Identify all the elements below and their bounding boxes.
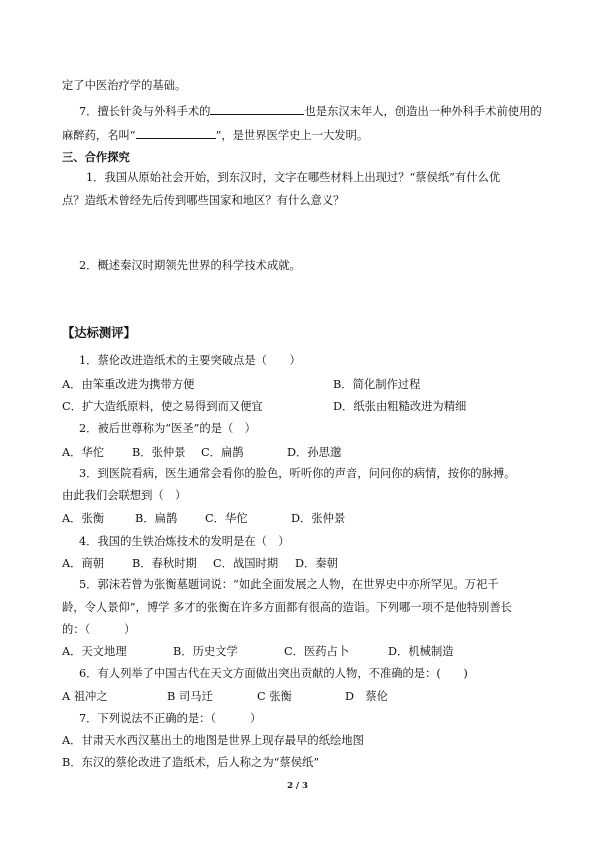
mc-question-5-options: [62, 645, 454, 659]
mc-question-4-options: [62, 557, 338, 571]
option-b[interactable]: B．张仲景: [132, 446, 186, 459]
option-c[interactable]: C．华佗: [205, 512, 248, 525]
mc-question-1-options-row1: [62, 378, 420, 392]
option-c[interactable]: C．扩大造纸原料，使之易得到而又便宜: [62, 400, 263, 413]
option-d[interactable]: D．孙思邈: [287, 446, 342, 459]
answer-blank[interactable]: [136, 127, 216, 139]
option-d[interactable]: D．机械制造: [388, 645, 454, 658]
carry-over-line: 定了中医治疗学的基础。: [62, 79, 187, 92]
option-b[interactable]: B 司马迁: [167, 690, 213, 703]
inquiry-question-2: 2．概述秦汉时期领先世界的科学技术成就。: [79, 259, 301, 272]
option-d[interactable]: D．秦朝: [295, 557, 338, 570]
mc-question-3-options: [62, 512, 345, 526]
mc-question-2-stem: 2．被后世尊称为“医圣”的是（ ）: [79, 422, 256, 435]
option-b[interactable]: B．扁鹊: [135, 512, 178, 525]
mc-question-6-stem: 6．有人列举了中国古代在天文方面做出突出贡献的人物，不准确的是：( ): [79, 667, 468, 680]
option-a[interactable]: A．张衡: [62, 512, 105, 525]
mc-question-6-options: [62, 690, 388, 704]
mc-question-1-stem: 1．蔡伦改进造纸术的主要突破点是（ ）: [79, 354, 301, 367]
option-a[interactable]: A．由笨重改进为携带方便: [62, 378, 195, 391]
mc-question-7-option-a[interactable]: A．甘肃天水西汉墓出土的地图是世界上现存最早的纸绘地图: [62, 734, 364, 747]
mc-question-3-stem-line1: 3．到医院看病，医生通常会看你的脸色，听听你的声音，问问你的病情，按你的脉搏。: [79, 467, 516, 480]
mc-question-5-stem-line2: 龄，令人景仰”，博学 多才的张衡在许多方面都有很高的造诣。下列哪一项不是他特别善长: [62, 601, 512, 614]
section-heading-assessment: 【达标测评】: [62, 325, 136, 340]
inquiry-question-1-line1: 1．我国从原始社会开始，到东汉时，文字在哪些材料上出现过？“蔡侯纸”有什么优: [86, 171, 501, 184]
mc-question-7-option-b[interactable]: B．东汉的蔡伦改进了造纸术，后人称之为“蔡侯纸”: [62, 756, 320, 769]
mc-question-2-options: [62, 446, 341, 460]
option-d[interactable]: D 蔡伦: [345, 690, 388, 703]
option-d[interactable]: D．张仲景: [291, 512, 346, 525]
option-c[interactable]: C．扁鹊: [201, 446, 244, 459]
option-c[interactable]: C．战国时期: [213, 557, 279, 570]
option-c[interactable]: C．医药占卜: [284, 645, 350, 658]
option-b[interactable]: B．春秋时期: [132, 557, 197, 570]
mc-question-7-stem: 7．下列说法不正确的是：（ ）: [79, 712, 262, 725]
mc-question-5-stem-line1: 5．郭沫若曾为张衡墓题词说：“如此全面发展之人物，在世界史中亦所罕见。万祀千: [79, 578, 499, 591]
option-a[interactable]: A．商朝: [62, 557, 105, 570]
inquiry-question-1-line2: 点？造纸术曾经先后传到哪些国家和地区？有什么意义？: [62, 194, 345, 207]
mc-question-1-options-row2: [62, 400, 466, 414]
fill-question-7-line2: 麻醉药，名叫“ ”，是世界医学史上一大发明。: [62, 129, 369, 142]
option-d[interactable]: D．纸张由粗糙改进为精细: [333, 400, 467, 413]
mc-question-5-stem-line3: 的：（ ）: [62, 623, 136, 636]
mc-question-4-stem: 4．我国的生铁冶炼技术的发明是在（ ）: [79, 535, 290, 548]
option-a[interactable]: A 祖冲之: [62, 690, 108, 703]
option-a[interactable]: A．天文地理: [62, 645, 127, 658]
mc-question-3-stem-line2: 由此我们会联想到（ ）: [62, 489, 187, 502]
option-c[interactable]: C 张衡: [257, 690, 292, 703]
fill-question-7: 7．擅长针灸与外科手术的 也是东汉末年人，创造出一种外科手术前使用的: [79, 105, 542, 118]
section-heading-cooperative-inquiry: 三、合作探究: [62, 150, 130, 164]
option-a[interactable]: A．华佗: [62, 446, 105, 459]
option-b[interactable]: B．历史文学: [173, 645, 238, 658]
option-b[interactable]: B．简化制作过程: [333, 378, 421, 391]
answer-blank[interactable]: [210, 103, 304, 115]
page-number: 2 / 3: [287, 781, 308, 791]
